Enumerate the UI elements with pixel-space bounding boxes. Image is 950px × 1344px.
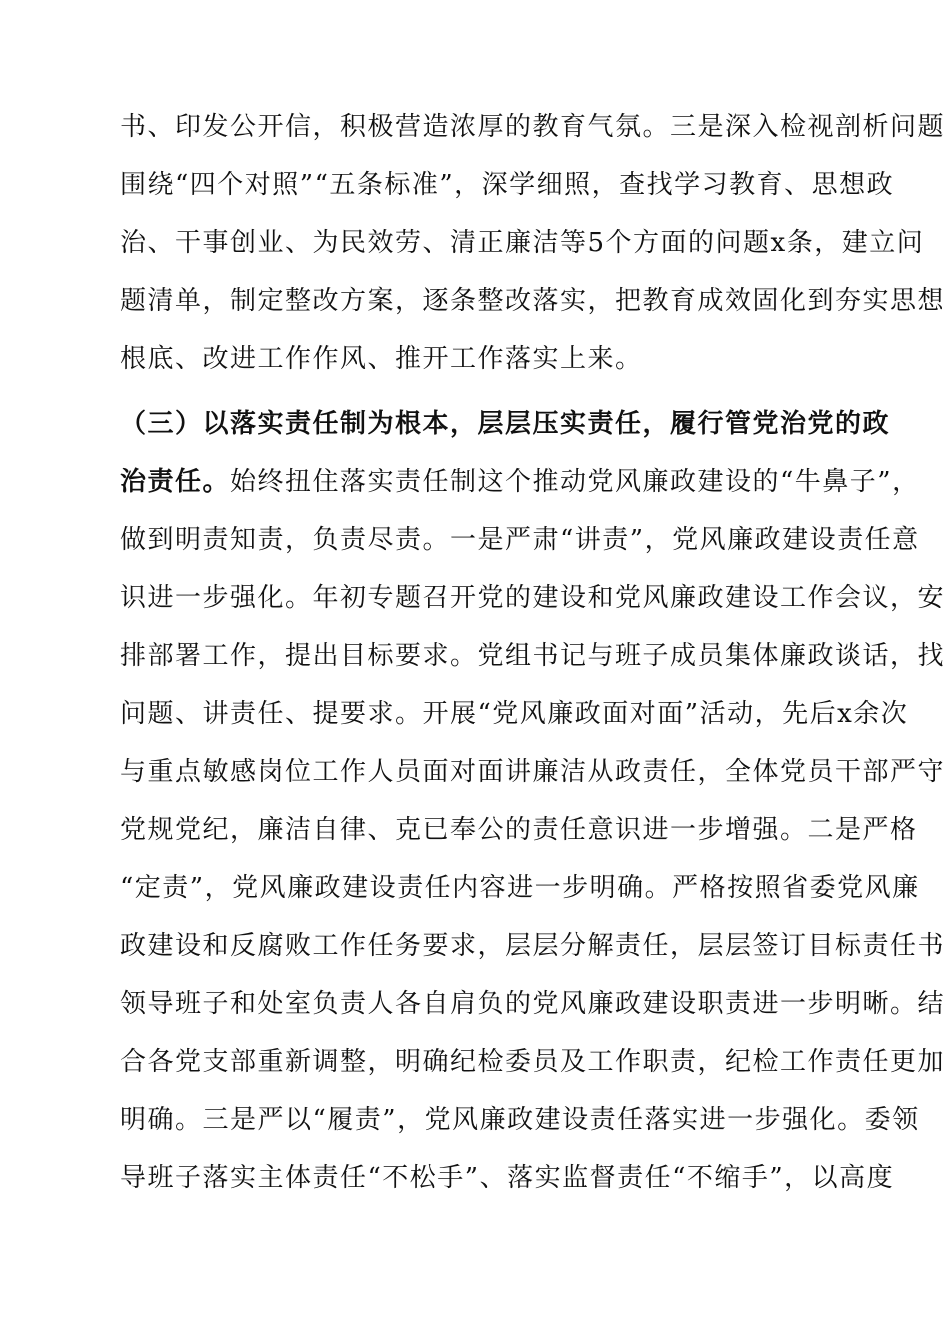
paragraph-line: 治、干事创业、为民效劳、清正廉洁等5个方面的问题x条，建立问 [120,228,925,258]
paragraph-line: 围绕“四个对照”“五条标准”，深学细照，查找学习教育、思想政 [120,170,895,200]
section-heading-line: （三）以落实责任制为根本，层层压实责任，履行管党治党的政 [120,409,891,439]
paragraph-line: 导班子落实主体责任“不松手”、落实监督责任“不缩手”，以高度 [120,1163,895,1193]
paragraph-line: 政建设和反腐败工作任务要求，层层分解责任，层层签订目标责任书 [120,931,946,961]
paragraph-1 [120,98,946,388]
paragraph-line: 书、印发公开信，积极营造浓厚的教育气氛。三是深入检视剖析问题 [120,112,946,142]
section-heading-continuation [120,453,920,511]
paragraph-line: 识进一步强化。年初专题召开党的建设和党风廉政建设工作会议，安 [120,583,946,613]
paragraph-line: 合各党支部重新调整，明确纪检委员及工作职责，纪检工作责任更加 [120,1047,946,1077]
paragraph-line: 领导班子和处室负责人各自肩负的党风廉政建设职责进一步明晰。结 [120,989,946,1019]
paragraph-line: “定责”，党风廉政建设责任内容进一步明确。严格按照省委党风廉 [120,873,920,903]
paragraph-line: 与重点敏感岗位工作人员面对面讲廉洁从政责任，全体党员干部严守 [120,757,946,787]
paragraph-line: 根底、改进工作作风、推开工作落实上来。 [120,344,643,374]
paragraph-line: 排部署工作，提出目标要求。党组书记与班子成员集体廉政谈话，找 [120,641,946,671]
paragraph-line: 明确。三是严以“履责”，党风廉政建设责任落实进一步强化。委领 [120,1105,920,1135]
paragraph-line: 做到明责知责，负责尽责。一是严肃“讲责”，党风廉政建设责任意 [120,525,920,555]
section-heading-end: 治责任。 [120,467,231,497]
paragraph-line: 党规党纪，廉洁自律、克已奉公的责任意识进一步增强。二是严格 [120,815,918,845]
paragraph-line: 问题、讲责任、提要求。开展“党风廉政面对面”活动，先后x余次 [120,699,909,729]
paragraph-2 [120,395,946,1207]
paragraph-line: 题清单，制定整改方案，逐条整改落实，把教育成效固化到夯实思想 [120,286,946,316]
paragraph-line-text: 始终扭住落实责任制这个推动党风廉政建设的“牛鼻子”， [230,467,920,497]
